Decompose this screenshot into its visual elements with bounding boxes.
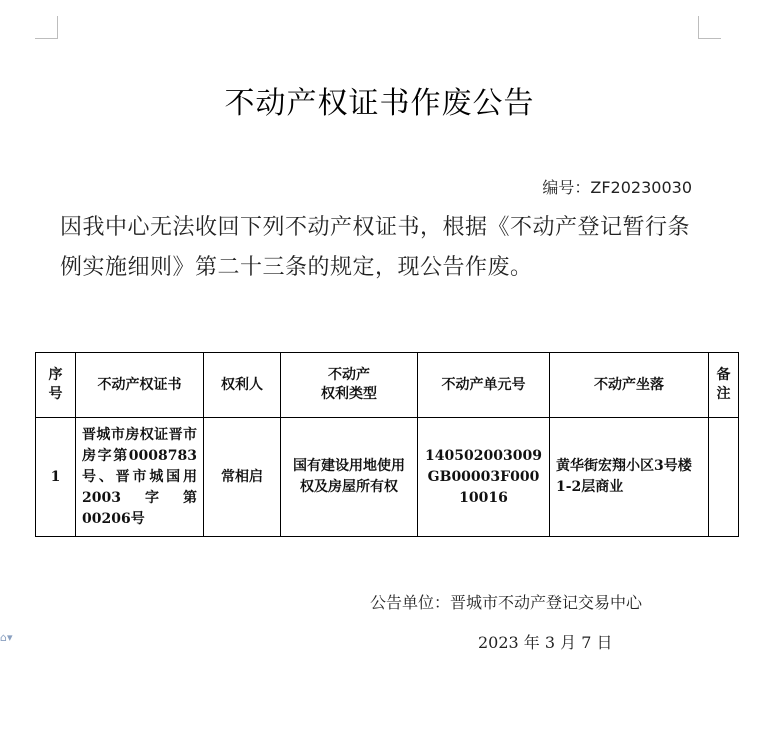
table-header-row — [36, 353, 739, 418]
page-corner-mark-top-left — [35, 16, 58, 39]
notice-body-text: 因我中心无法收回下列不动产权证书，根据《不动产登记暂行条例实施细则》第二十三条的规定，现公告作废。 — [60, 215, 691, 280]
header-seq: 序号 — [36, 353, 76, 418]
cell-location: 黄华街宏翔小区3号楼1-2层商业 — [550, 418, 709, 537]
issuing-unit: 公告单位：晋城市不动产登记交易中心 — [370, 593, 643, 612]
page-corner-mark-top-right — [698, 16, 721, 39]
side-scroll-icon[interactable]: ⌂▾ — [0, 631, 13, 644]
page-title: 不动产权证书作废公告 — [224, 86, 535, 121]
issue-date: 2023 年 3 月 7 日 — [478, 633, 613, 652]
table-row — [36, 418, 739, 537]
header-holder: 权利人 — [204, 353, 281, 418]
header-right-type: 不动产 权利类型 — [281, 353, 418, 418]
document-number: 编号：ZF20230030 — [542, 178, 692, 197]
cell-seq: 1 — [36, 418, 76, 537]
cell-right-type: 国有建设用地使用权及房屋所有权 — [281, 418, 418, 537]
header-certificate: 不动产权证书 — [76, 353, 204, 418]
cell-unit-number: 140502003009GB00003F00010016 — [418, 418, 550, 537]
header-unit-number: 不动产单元号 — [418, 353, 550, 418]
header-remark: 备注 — [709, 353, 739, 418]
cell-holder: 常相启 — [204, 418, 281, 537]
header-location: 不动产坐落 — [550, 353, 709, 418]
cell-remark — [709, 418, 739, 537]
void-certificate-table — [35, 352, 739, 537]
cell-certificate: 晋城市房权证晋市房字第0008783号、晋市城国用2003字第00206号 — [76, 418, 204, 537]
